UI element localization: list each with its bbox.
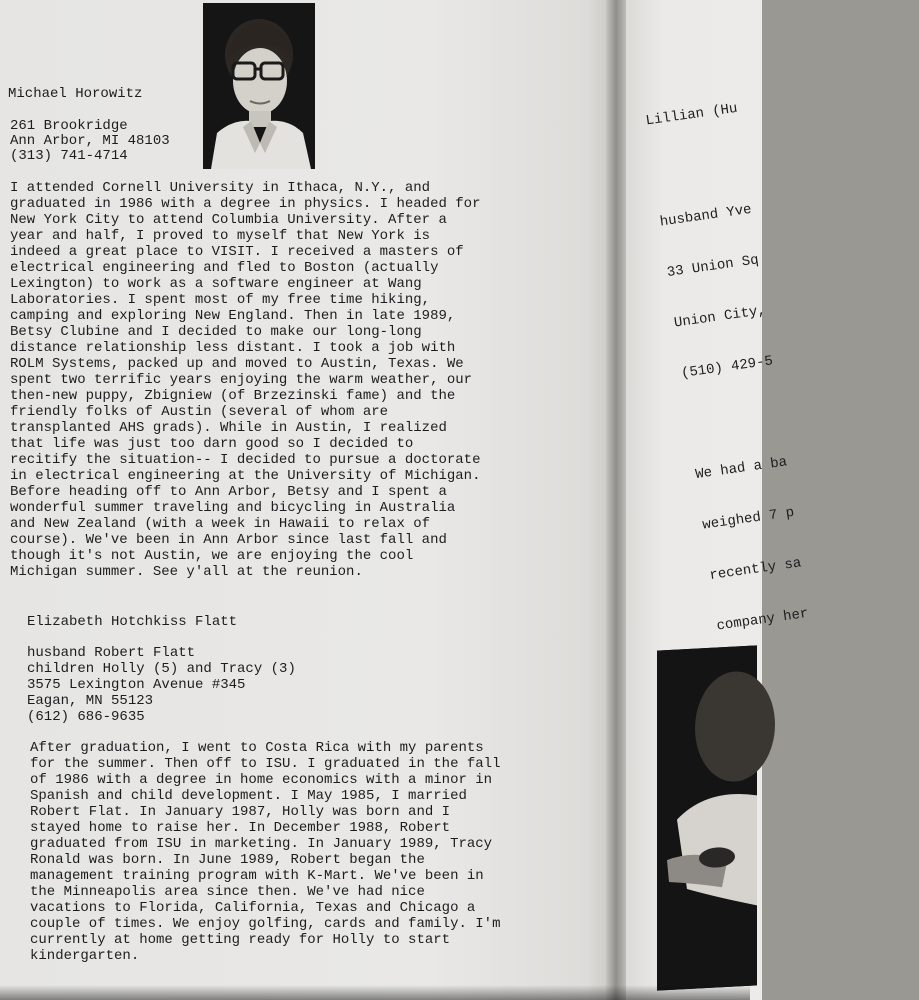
- right-page-line: 33 Union Sq: [666, 252, 760, 282]
- entry2-body-line: Spanish and child development. I May 1985, I married: [30, 788, 467, 804]
- entry1-body-line: ROLM Systems, packed up and moved to Austin, Texas. We: [10, 356, 464, 372]
- entry1-body-line: wonderful summer traveling and bicycling in Australia: [10, 500, 456, 516]
- entry1-body-line: indeed a great place to VISIT. I received a masters of: [10, 244, 464, 260]
- right-page-line: Lillian (Hu: [644, 100, 739, 130]
- right-page-line: [652, 136, 852, 181]
- page-gutter: [606, 0, 626, 1000]
- portrait-photo: [203, 3, 315, 169]
- entry2-body-line: graduated from ISU in marketing. In January 1989, Tracy: [30, 836, 493, 852]
- entry2-address-line2: Eagan, MN 55123: [27, 693, 154, 709]
- entry1-body-line: Before heading off to Ann Arbor, Betsy and I spent a: [10, 484, 447, 500]
- entry1-body-line: Betsy Clubine and I decided to make our long-long: [10, 324, 422, 340]
- entry2-body-line: for the summer. Then off to ISU. I graduated in the fall: [30, 756, 501, 772]
- entry2-body-line: stayed home to raise her. In December 1988, Robert: [30, 820, 451, 836]
- entry1-body-line: year and half, I proved to myself that New York is: [10, 228, 431, 244]
- entry2-name: Elizabeth Hotchkiss Flatt: [27, 614, 238, 630]
- entry1-body-line: New York City to attend Columbia University. After a: [10, 212, 447, 228]
- entry1-body-line: though it's not Austin, we are enjoying the cool: [10, 548, 414, 564]
- entry1-body-line: I attended Cornell University in Ithaca, N.Y., and: [10, 180, 431, 196]
- right-page-line: [687, 389, 887, 434]
- right-page-line: We had a ba: [694, 454, 789, 484]
- entry1-body-line: recitify the situation-- I decided to pursue a doctorate: [10, 452, 481, 468]
- entry1-body-line: then-new puppy, Zbigniew (of Brzezinski fame) and the: [10, 388, 456, 404]
- right-page-line: weighed 7 p: [701, 504, 796, 534]
- entry1-body-line: distance relationship less distant. I took a job with: [10, 340, 456, 356]
- entry1-body-line: friendly folks of Austin (several of whom are: [10, 404, 389, 420]
- entry1-body-line: in electrical engineering at the University of Michigan.: [10, 468, 481, 484]
- entry2-body-line: currently at home getting ready for Holly to start: [30, 932, 451, 948]
- entry1-body-line: and New Zealand (with a week in Hawaii to relax of: [10, 516, 431, 532]
- right-page-photo: [657, 645, 757, 990]
- entry1-body-line: course). We've been in Ann Arbor since last fall and: [10, 532, 447, 548]
- entry2-body-line: management training program with K-Mart. We've been in: [30, 868, 484, 884]
- right-page-line: company her: [715, 605, 810, 635]
- entry2-body-line: of 1986 with a degree in home economics with a minor in: [30, 772, 493, 788]
- entry1-body-line: spent two terrific years enjoying the warm weather, our: [10, 372, 473, 388]
- entry1-body-line: transplanted AHS grads). While in Austin, I realized: [10, 420, 447, 436]
- right-page-line: Union City,: [673, 302, 767, 332]
- entry1-body-line: Lexington) to work as a software engineer at Wang: [10, 276, 422, 292]
- entry1-address-line2: Ann Arbor, MI 48103: [10, 133, 170, 149]
- right-page-line: (510) 429-5: [680, 353, 774, 383]
- entry1-body-line: that life was just too darn good so I decided to: [10, 436, 414, 452]
- entry2-body-line: Robert Flat. In January 1987, Holly was born and I: [30, 804, 451, 820]
- entry1-name: Michael Horowitz: [8, 86, 143, 102]
- entry1-phone: (313) 741-4714: [10, 148, 128, 164]
- entry2-body-line: the Minneapolis area since then. We've had nice: [30, 884, 425, 900]
- entry1-body-line: Laboratories. I spent most of my free time hiking,: [10, 292, 431, 308]
- entry1-body-line: graduated in 1986 with a degree in physics. I headed for: [10, 196, 481, 212]
- bottom-shadow: [0, 985, 750, 1000]
- entry1-body-line: electrical engineering and fled to Boston (actually: [10, 260, 439, 276]
- entry1-body-line: camping and exploring New England. Then in late 1989,: [10, 308, 456, 324]
- entry1-address-line1: 261 Brookridge: [10, 118, 128, 134]
- entry1-body-line: Michigan summer. See y'all at the reunion.: [10, 564, 363, 580]
- entry2-body-line: After graduation, I went to Costa Rica with my parents: [30, 740, 484, 756]
- entry2-body-line: vacations to Florida, California, Texas and Chicago a: [30, 900, 476, 916]
- entry2-body-line: Ronald was born. In June 1989, Robert began the: [30, 852, 425, 868]
- right-page-line: recently sa: [708, 555, 803, 585]
- entry2-body-line: kindergarten.: [30, 948, 140, 964]
- entry2-address-line1: 3575 Lexington Avenue #345: [27, 677, 246, 693]
- entry2-phone: (612) 686-9635: [27, 709, 145, 725]
- right-page-line: husband Yve: [658, 201, 753, 231]
- entry2-body-line: couple of times. We enjoy golfing, cards and family. I'm: [30, 916, 501, 932]
- entry2-children: children Holly (5) and Tracy (3): [27, 661, 296, 677]
- entry2-husband: husband Robert Flatt: [27, 645, 196, 661]
